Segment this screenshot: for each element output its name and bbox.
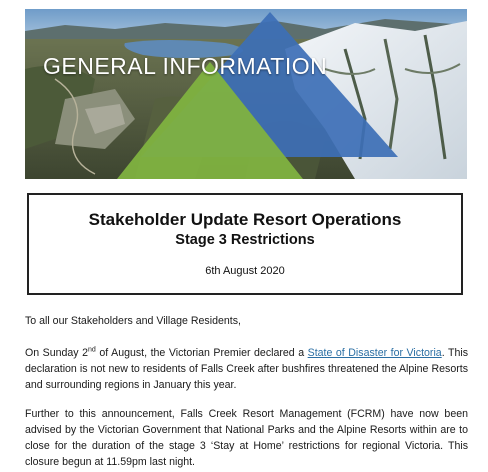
declaration-paragraph — [25, 345, 468, 393]
update-date: 6th August 2020 — [205, 265, 285, 277]
ordinal-suffix: nd — [88, 346, 96, 354]
banner-title: GENERAL INFORMATION — [43, 53, 328, 79]
closure-paragraph: Further to this announcement, Falls Creek Resort Management (FCRM) have now been advised by the Victorian Government that National Parks and the Alpine Resorts within are to close for the duration of the stage 3 ‘Stay at Home’ restrictions for regional Victoria. This closure begun at 11.59pm last night. — [25, 408, 468, 468]
para1-text-start: On Sunday 2 — [25, 347, 89, 359]
update-title: Stakeholder Update Resort Operations — [88, 210, 402, 229]
para1-text-mid: of August, the Victorian Premier declared a — [95, 347, 308, 359]
header-banner — [25, 9, 467, 179]
stakeholder-update-box — [27, 193, 463, 295]
state-of-disaster-link[interactable]: State of Disaster for Victoria — [307, 347, 442, 359]
update-subtitle: Stage 3 Restrictions — [175, 232, 315, 248]
para1-text-end: . This declaration is not new to residents of Falls Creek after bushfires threatened the Alpine Resorts and surrounding regions in January this year. — [25, 347, 469, 391]
greeting-paragraph: To all our Stakeholders and Village Residents, — [25, 315, 241, 327]
mountain-landscape-image — [25, 9, 467, 179]
